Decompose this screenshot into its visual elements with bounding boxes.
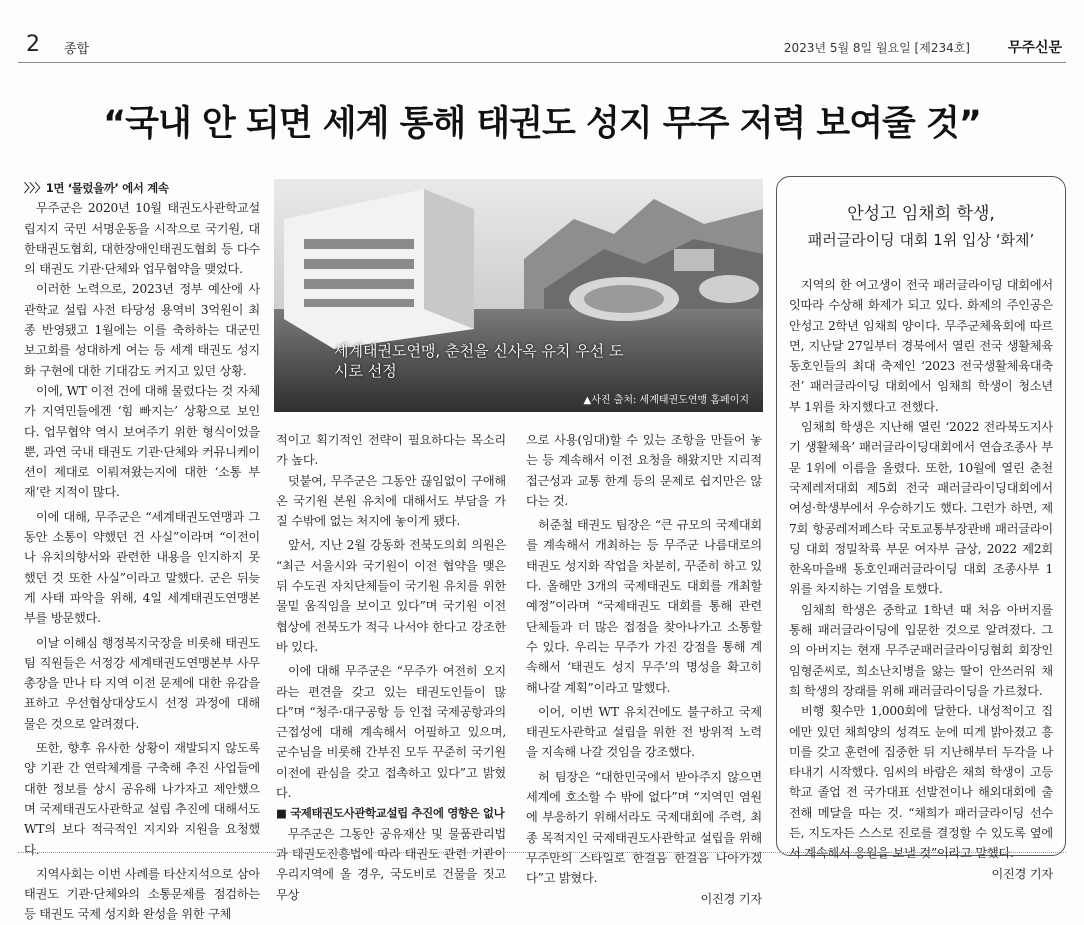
paragraph: 적이고 획기적인 전략이 필요하다는 목소리가 높다.: [276, 433, 506, 468]
sidebar-byline: 이진경 기자: [991, 866, 1053, 881]
paragraph: 허준철 태권도 팀장은 “큰 규모의 국제대회를 계속해서 개최하는 등 무주군 나름대로의 태권도 성지화 작업을 차분히, 꾸준히 하고 있다. 올해만 3개의 국제태권도 대회를 개최할 예정”이라며 “국제태권도 대회를 통해 관련 단체들과 더 많은 접점을 찾아나가고 소통할 수 있다. 우리는 무주가 가진 강점을 통해 계속해서 ‘태권도 성지 무주’의 명성을 확고히 해나갈 계획”이라고 말했다.: [526, 518, 762, 695]
paragraph: 비행 횟수만 1,000회에 달한다. 내성적이고 집에만 있던 채희양의 성격도 눈에 띠게 밝아졌고 흥미를 갖고 훈련에 집중한 뒤 지난해부터 두각을 나타내기 시작했다. 임씨의 바람은 채희 학생이 고등학교 졸업 전 국가대표 선발전이나 해외대회에 출전해 메달을 따는 것. “채희가 패러글라이딩 선수든, 지도자든 스스로 진로를 결정할 수 있도록 옆에서 계속해서 응원을 보낼 것”이라고 말했다.: [789, 704, 1053, 861]
paragraph: 이에 대해, 무주군은 “세계태권도연맹과 그동안 소통이 약했던 건 사실”이라며 “이전이나 유치의향서와 관련한 내용을 인지하지 못했던 것 또한 사실”이라고 말했다. 군은 뒤늦게 사태 파악을 위해, 4일 세계태권도연맹본부를 방문했다.: [24, 509, 260, 626]
sidebar-title-line-1: 안성고 임채희 학생,: [847, 204, 995, 224]
photo-credit: ▲사진 출처: 세계태권도연맹 홈페이지: [583, 395, 749, 406]
paragraph: 임채희 학생은 중학교 1학년 때 처음 아버지를 통해 패러글라이딩에 입문한 것으로 알려졌다. 그의 아버지는 현재 무주군패러글라이딩협회 회장인 임형준씨로, 희소난치병을 앓는 딸이 안쓰러워 채희 학생의 장래를 위해 패러글라이딩을 가르쳤다.: [789, 602, 1053, 698]
paragraph: 무주군은 2020년 10월 태권도사관학교설립지지 국민 서명운동을 시작으로 국기원, 대한태권도협회, 대한장애인태권도협회 등 다수의 태권도 기관·단체와 업무협약을 맺었다.: [24, 201, 260, 277]
footer-rule: [18, 852, 1066, 853]
continuation-kicker: 〉〉〉1면 ‘물렀을까’ 에서 계속: [24, 181, 169, 195]
section-label: 종합: [64, 42, 90, 57]
page-number: 2: [26, 32, 40, 57]
article-column-3: [526, 430, 762, 909]
header-rule: [18, 62, 1066, 63]
paragraph: 이날 이해심 행정복지국장을 비롯해 태권도팀 직원들은 서정강 세계태권도연맹본부 사무총장을 만나 타 지역 이전 문제에 대한 유감을 표하고 우선협상대상도시 선정 과정에 대해 물은 것으로 알려졌다.: [24, 635, 260, 731]
sidebar-title-line-2: 패러글라이딩 대회 1위 입상 ‘화제’: [807, 231, 1035, 249]
paragraph: 또한, 향후 유사한 상황이 재발되지 않도록 양 기관 간 연락체계를 구축해 추진 사업들에 대한 정보를 상시 공유해 나가자고 제안했으며 국제태권도사관학교 설립 추진에 대해서도 WT의 보다 적극적인 지지와 지원을 요청했다.: [24, 741, 260, 857]
paragraph: 으로 사용(임대)할 수 있는 조항을 만들어 놓는 등 계속해서 이전 요청을 해왔지만 지리적 접근성과 교통 한계 등의 문제로 쉽지만은 않다는 것.: [526, 433, 762, 508]
paragraph: 지역사회는 이번 사례를 타산지석으로 삼아 태권도 기관·단체와의 소통문제를 점검하는 등 태권도 국제 성지화 완성을 위한 구체: [24, 866, 260, 922]
paragraph: 이에 대해 무주군은 “무주가 여전히 오지라는 편견을 갖고 있는 태권도인들이 많다”며 “청주·대구공항 등 인접 국제공항과의 근접성에 대해 계속해서 어필하고 있으며, 군수님을 비롯해 간부진 모두 꾸준히 국기원 이전에 관심을 갖고 접촉하고 있다”고 밝혔다.: [276, 664, 506, 801]
sidebar-article: [776, 176, 1066, 881]
sidebar-body: [789, 275, 1053, 884]
article-column-2: [276, 430, 506, 905]
newspaper-name: 무주신문: [1007, 40, 1062, 56]
paragraph: 이에, WT 이전 건에 대해 물렀다는 것 자체가 지역민들에겐 ‘힘 빠지는’ 상황으로 보인다. 업무협약 역시 보여주기 위한 형식이었을 뿐, 과연 국내 태권도 기관·단체와 커뮤니케이션이 제대로 이뤄져왔는지에 대한 ‘소통 부재’란 지적이 많다.: [24, 383, 260, 500]
paragraph: 임채희 학생은 지난해 열린 ‘2022 전라북도지사기 생활체육’ 패러글라이딩대회에서 연습조종사 부문 1위에 이름을 올렸다. 또한, 10월에 열린 춘천국제레저대회 제5회 전국 패러글라이딩대회에서 여성·학생부에서 우승하기도 했다. 그런가 하면, 제7회 항공레저페스타 국토교통부장관배 패러글라이딩 대회 정밀착륙 부문 여자부 금상, 2022 제2회 한옥마을배 동호인패러글라이딩 대회 조종사부 1위를 차지하는 기염을 토했다.: [789, 420, 1053, 597]
issue-date: 2023년 5월 8일 월요일 [제234호]: [783, 41, 970, 55]
paragraph: 앞서, 지난 2월 강동화 전북도의회 의원은 “최근 서울시와 국기원이 이전 협약을 맺은 뒤 수도권 자치단체들이 국기원 유치를 위한 물밑 움직임을 보이고 있다”며 국기원 이전 협상에 전북도가 적극 나서야 한다고 강조한 바 있다.: [276, 538, 506, 654]
article-column-1: [24, 178, 260, 925]
paragraph: 지역의 한 여고생이 전국 패러글라이딩 대회에서 잇따라 수상해 화제가 되고 있다. 화제의 주인공은 안성고 2학년 임채희 양이다. 무주군체육회에 따르면, 지난달 27일부터 경북에서 열린 전국 생활체육동호인들의 최대 축제인 ‘2023 전국생활체육대축전’ 패러글라이딩 대회에서 임채희 학생이 청소년부 1위를 차지했다고 전했다.: [789, 278, 1053, 414]
article-byline: 이진경 기자: [700, 891, 762, 906]
paragraph: 허 팀장은 “대한민국에서 받아주지 않으면 세계에 호소할 수 밖에 없다”며 “지역민 염원에 부응하기 위해서라도 국제대회에 주력, 최종 목적지인 국제태권도사관학교 설립을 위해 무주만의 스타일로 한걸음 한걸음 나아가겠다”고 밝혔다.: [526, 769, 762, 886]
paragraph: 이러한 노력으로, 2023년 정부 예산에 사관학교 설립 사전 타당성 용역비 3억원이 최종 반영됐고 1월에는 이를 축하하는 대군민 보고회를 성대하게 여는 등 세계 태권도 성지화 구현에 대한 기대감도 커지고 있던 상황.: [24, 282, 260, 378]
paragraph: 이어, 이번 WT 유치건에도 불구하고 국제태권도사관학교 설립을 위한 전 방위적 노력을 지속해 나갈 것임을 강조했다.: [526, 704, 762, 760]
paragraph: 무주군은 그동안 공유재산 및 물품관리법과 태권도진흥법에 따라 태권도 관련 기관이 우리지역에 올 경우, 국도비로 건물을 짓고 무상: [276, 826, 506, 902]
paragraph: 덧붙여, 무주군은 그동안 끊임없이 구애해 온 국기원 본원 유치에 대해서도 부담을 가질 수밖에 없는 처지에 놓이게 됐다.: [276, 473, 506, 529]
subheading: ■ 국제태권도사관학교설립 추진에 영향은 없나: [276, 806, 505, 821]
article-photo: [274, 179, 763, 412]
photo-caption: 세계태권도연맹, 춘천을 신사옥 유치 우선 도시로 선정: [334, 342, 624, 380]
page-header: [18, 18, 1066, 68]
headline: “국내 안 되면 세계 통해 태권도 성지 무주 저력 보여줄 것”: [103, 104, 981, 144]
